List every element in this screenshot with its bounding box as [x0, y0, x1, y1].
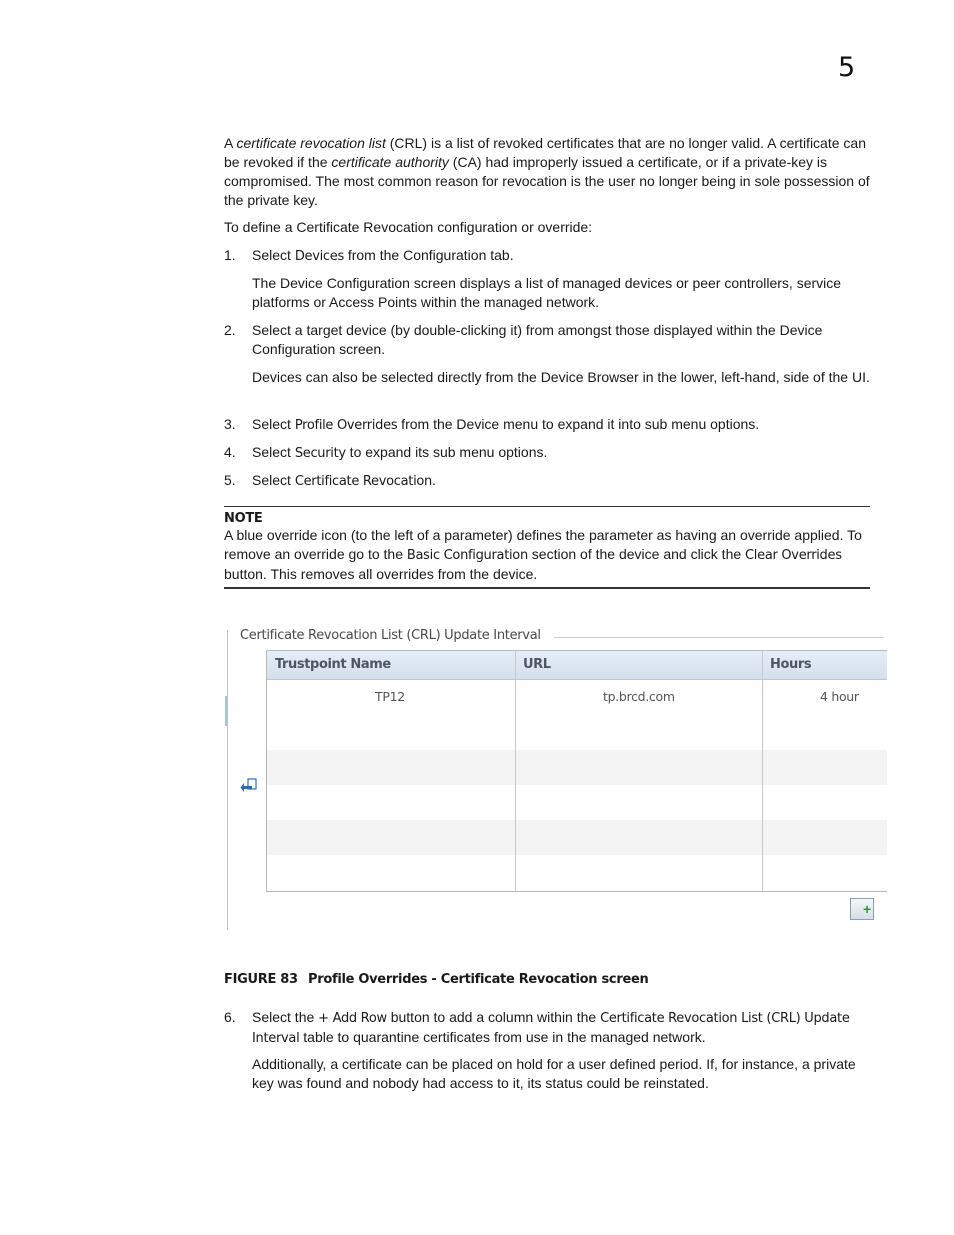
- column-header-url[interactable]: URL: [523, 657, 551, 672]
- step-text: to expand its sub menu options.: [345, 444, 548, 460]
- step-number: 6.: [224, 1009, 236, 1025]
- step-number: 1.: [224, 247, 236, 263]
- step-6-sub: Additionally, a certificate can be placed on hold for a user defined period. If, for instance, a private key was found and nobody had access to it, its status could be reinstated.: [252, 1056, 856, 1091]
- step-number: 5.: [224, 472, 236, 488]
- chapter-number: 5: [838, 52, 856, 83]
- step-text: table to quarantine certificates from use in the managed network.: [299, 1029, 706, 1045]
- column-divider: [515, 651, 516, 891]
- ui-term: Basic Configuration: [406, 548, 528, 563]
- override-icon-glyph: [240, 778, 258, 794]
- note-text-part: button. This removes all overrides from the device.: [224, 566, 538, 582]
- step-text: Select: [252, 416, 295, 432]
- ui-term: Certificate Revocation List (CRL) Update Interval: [252, 1011, 850, 1046]
- note-text-part: section of the device and click the: [527, 546, 746, 562]
- step-text: button to add a column within the: [386, 1009, 601, 1025]
- step-2-text: Select a target device (by double-clicking it) from amongst those displayed within the Device Configuration screen.: [252, 322, 823, 357]
- step-number: 4.: [224, 444, 236, 460]
- table-row[interactable]: [267, 750, 887, 785]
- column-header-hours[interactable]: Hours: [770, 657, 812, 672]
- ca-term: certificate authority: [331, 154, 449, 170]
- table-header: [267, 651, 887, 680]
- intro-text: (CRL) is a list of revoked certificates that are no longer valid. A certificate can be revoked if the: [224, 135, 866, 170]
- ui-term: Profile Overrides: [294, 418, 398, 433]
- plus-icon: +: [863, 901, 872, 917]
- note-label: NOTE: [224, 511, 263, 526]
- intro-text: A: [224, 135, 237, 151]
- cell-trustpoint: TP12: [375, 689, 405, 704]
- procedure-intro: To define a Certificate Revocation configuration or override:: [224, 219, 593, 235]
- step-5-text: [252, 471, 870, 491]
- intro-text: (CA) had improperly issued a certificate, or if a private-key is compromised. The most common reason for revocation is the user no longer being in sole possession of the private key.: [224, 154, 870, 208]
- column-header-trustpoint[interactable]: Trustpoint Name: [275, 657, 391, 672]
- ui-term: Security: [294, 446, 346, 461]
- add-row-button[interactable]: [850, 898, 874, 920]
- step-number: 2.: [224, 322, 236, 338]
- table-row[interactable]: [267, 680, 887, 715]
- intro-paragraph: [224, 134, 870, 210]
- crl-table: [266, 650, 887, 892]
- step-text: Select the: [252, 1009, 319, 1025]
- table-row[interactable]: [267, 820, 887, 855]
- table-row[interactable]: [267, 715, 887, 750]
- step-text: from the Configuration tab.: [343, 247, 514, 263]
- ui-term: Clear Overrides: [745, 548, 842, 563]
- cell-hours: 4 hour: [820, 689, 859, 704]
- figure-label: FIGURE 83: [224, 972, 298, 987]
- override-icon[interactable]: [240, 778, 258, 799]
- step-2-sub: Devices can also be selected directly from the Device Browser in the lower, left-hand, side of the UI.: [252, 369, 870, 385]
- note-top-rule: [224, 506, 870, 507]
- note-text-part: A blue override icon (to the left of a parameter) defines the parameter as having an override applied. To remove an override go to the: [224, 527, 862, 562]
- step-text: Select: [252, 472, 295, 488]
- step-4-text: [252, 443, 870, 463]
- ui-term: + Add Row: [318, 1011, 387, 1026]
- step-text: from the Device menu to expand it into sub menu options.: [397, 416, 760, 432]
- table-row[interactable]: [267, 785, 887, 820]
- step-text: .: [431, 472, 436, 488]
- panel-left-tab: [225, 696, 228, 726]
- step-1-sub: The Device Configuration screen displays a list of managed devices or peer controllers, service platforms or Access Points within the managed network.: [252, 275, 842, 310]
- note-bottom-rule: [224, 587, 870, 589]
- crl-term: certificate revocation list: [236, 135, 386, 151]
- column-divider: [762, 651, 763, 891]
- panel-left-border: [227, 630, 228, 930]
- figure-title: Profile Overrides - Certificate Revocation screen: [308, 972, 649, 987]
- step-6-text: [252, 1008, 870, 1048]
- figure-screenshot: [224, 606, 870, 932]
- step-text: Select: [252, 247, 295, 263]
- ui-term: Devices: [294, 249, 344, 264]
- cell-url: tp.brcd.com: [603, 689, 675, 704]
- figure-caption: [224, 972, 648, 987]
- fieldset-legend: Certificate Revocation List (CRL) Update Interval: [240, 628, 549, 643]
- table-row[interactable]: [267, 855, 887, 890]
- step-number: 3.: [224, 416, 236, 432]
- step-3-text: [252, 415, 870, 435]
- step-text: Select: [252, 444, 295, 460]
- step-1-text: [252, 246, 870, 266]
- ui-term: Certificate Revocation: [294, 474, 432, 489]
- note-text: [224, 526, 870, 584]
- fieldset-border: [554, 637, 884, 638]
